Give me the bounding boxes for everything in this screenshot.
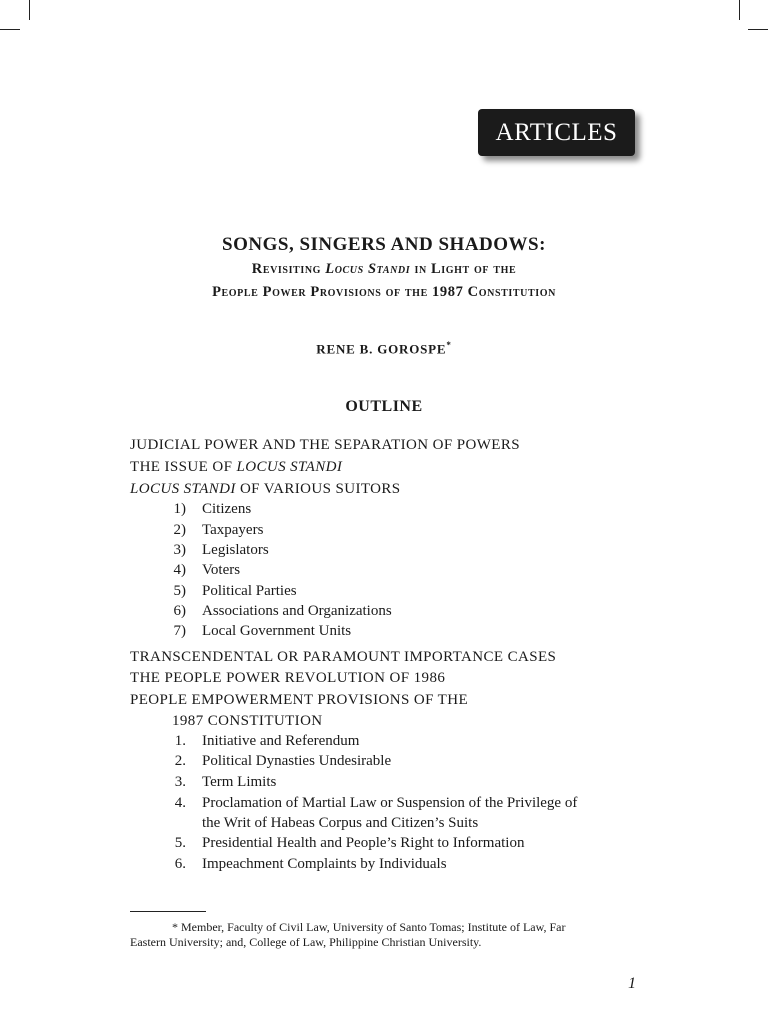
outline-heading-empowerment-provisions: PEOPLE EMPOWERMENT PROVISIONS OF THE xyxy=(130,692,469,708)
footnote-line2: Eastern University; and, College of Law, Philippine Christian University. xyxy=(130,935,482,949)
list-number: 3) xyxy=(173,542,186,558)
crop-mark-top-right-vertical xyxy=(739,0,740,20)
author-byline xyxy=(0,340,768,357)
outline-heading: OUTLINE xyxy=(345,398,423,415)
outline-heading-people-power-revolution: THE PEOPLE POWER REVOLUTION OF 1986 xyxy=(130,670,446,686)
outline-italic: LOCUS STANDI xyxy=(236,459,343,475)
outline-heading-various-suitors xyxy=(130,480,401,498)
list-item-political-dynasties: Political Dynasties Undesirable xyxy=(202,753,392,769)
list-number: 1) xyxy=(173,501,186,517)
section-badge: ARTICLES xyxy=(478,109,635,156)
list-item-initiative: Initiative and Referendum xyxy=(202,733,360,749)
list-number: 5. xyxy=(174,835,186,851)
outline-heading-transcendental: TRANSCENDENTAL OR PARAMOUNT IMPORTANCE CASES xyxy=(130,649,557,665)
list-item-local-government-units: Local Government Units xyxy=(202,623,352,639)
outline-text: OF VARIOUS SUITORS xyxy=(235,481,401,497)
list-number: 4. xyxy=(174,795,186,811)
list-number: 6. xyxy=(174,856,186,872)
crop-mark-top-right-horizontal xyxy=(748,29,768,30)
article-title: SONGS, SINGERS AND SHADOWS: xyxy=(222,234,546,255)
crop-mark-top-left-horizontal xyxy=(0,29,20,30)
list-item-presidential-health: Presidential Health and People’s Right to Information xyxy=(202,835,525,851)
list-number: 2) xyxy=(173,522,186,538)
crop-mark-top-left-vertical xyxy=(29,0,30,20)
list-item-martial-law-cont: the Writ of Habeas Corpus and Citizen’s Suits xyxy=(202,815,479,831)
footnote-rule xyxy=(130,911,206,912)
subtitle-text: Revisiting xyxy=(251,261,326,277)
list-item-citizens: Citizens xyxy=(202,501,252,517)
author-name: RENE B. GOROSPE xyxy=(316,341,447,357)
outline-italic: LOCUS STANDI xyxy=(130,481,236,497)
page-number: 1 xyxy=(628,975,636,992)
outline-heading-judicial-power: JUDICIAL POWER AND THE SEPARATION OF POWERS xyxy=(130,437,521,453)
list-item-taxpayers: Taxpayers xyxy=(202,522,264,538)
list-number: 1. xyxy=(174,733,186,749)
outline-heading-locus-standi xyxy=(130,458,342,476)
list-item-legislators: Legislators xyxy=(202,542,269,558)
list-number: 4) xyxy=(173,562,186,578)
list-item-political-parties: Political Parties xyxy=(202,583,297,599)
list-item-associations: Associations and Organizations xyxy=(202,603,392,619)
subtitle-italic: Locus Standi xyxy=(325,261,411,277)
footnote-marker: * xyxy=(446,340,452,350)
subtitle-text: in Light of the xyxy=(410,261,517,277)
outline-heading-empowerment-provisions-cont: 1987 CONSTITUTION xyxy=(172,713,323,729)
list-number: 5) xyxy=(173,583,186,599)
list-number: 7) xyxy=(173,623,186,639)
list-item-voters: Voters xyxy=(202,562,241,578)
list-item-impeachment: Impeachment Complaints by Individuals xyxy=(202,856,447,872)
list-item-martial-law: Proclamation of Martial Law or Suspension of the Privilege of xyxy=(202,795,578,811)
outline-text: THE ISSUE OF xyxy=(130,459,237,475)
article-subtitle-line2: People Power Provisions of the 1987 Constitution xyxy=(212,284,556,300)
list-number: 3. xyxy=(174,774,186,790)
list-number: 6) xyxy=(173,603,186,619)
list-number: 2. xyxy=(174,753,186,769)
article-subtitle-line1 xyxy=(0,261,768,278)
footnote-line1: * Member, Faculty of Civil Law, University of Santo Tomas; Institute of Law, Far xyxy=(172,920,566,934)
list-item-term-limits: Term Limits xyxy=(202,774,277,790)
